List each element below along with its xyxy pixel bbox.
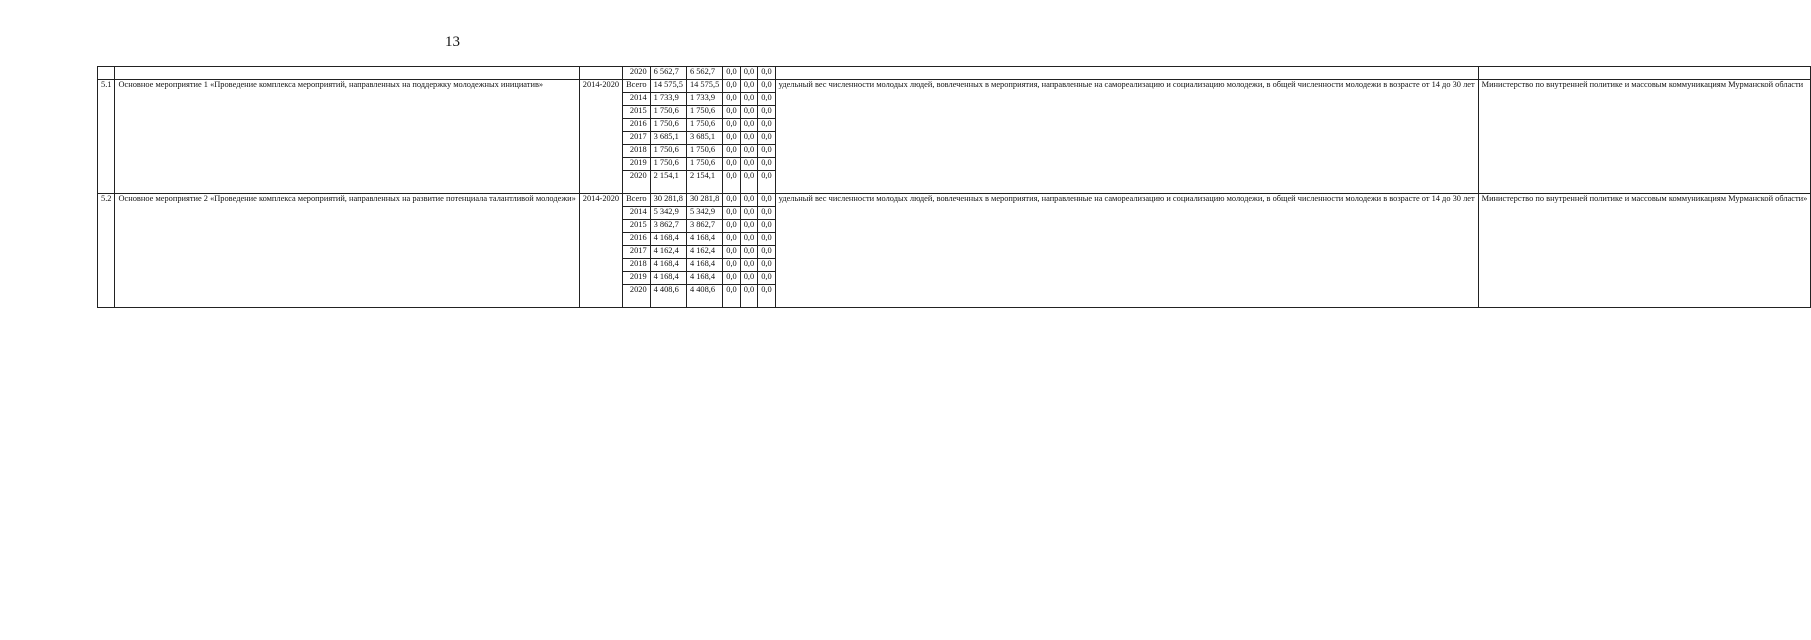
- section-number: 5.1: [98, 80, 115, 194]
- executor-text: Министерство по внутренней политике и массовым коммуникациям Мурманской области»: [1478, 194, 1811, 308]
- value-cell: 1 750,6: [650, 106, 686, 119]
- value-cell: 4 168,4: [650, 259, 686, 272]
- value-cell: 4 162,4: [686, 246, 722, 259]
- value-cell: 0,0: [723, 171, 740, 194]
- activity-name: Основное мероприятие 1 «Проведение комплекса мероприятий, направленных на поддержку молодежных инициатив»: [115, 80, 579, 194]
- value-cell: 4 168,4: [650, 233, 686, 246]
- year-cell: 2014: [623, 207, 651, 220]
- period-cell: [579, 67, 622, 80]
- value-cell: 3 685,1: [650, 132, 686, 145]
- value-cell: 0,0: [723, 220, 740, 233]
- value-cell: 1 750,6: [650, 158, 686, 171]
- value-cell: 0,0: [758, 194, 775, 207]
- program-table: [97, 66, 1811, 308]
- table-row: [98, 194, 1811, 207]
- value-cell: 0,0: [758, 80, 775, 93]
- indicator-text: удельный вес численности молодых людей, вовлеченных в мероприятия, направленные на самореализацию и социализацию молодежи, в общей численности молодежи в возрасте от 14 до 30 лет: [775, 80, 1478, 194]
- value-cell: 0,0: [723, 145, 740, 158]
- value-cell: 0,0: [740, 132, 757, 145]
- period: 2014-2020: [579, 194, 622, 308]
- year-cell: 2017: [623, 246, 651, 259]
- value-cell: 0,0: [758, 145, 775, 158]
- value-cell: 0,0: [723, 67, 740, 80]
- year-cell: 2019: [623, 272, 651, 285]
- period: 2014-2020: [579, 80, 622, 194]
- value-cell: 0,0: [723, 80, 740, 93]
- value-cell: 0,0: [740, 220, 757, 233]
- value-cell: 1 750,6: [686, 106, 722, 119]
- year-cell: 2020: [623, 285, 651, 308]
- year-cell: Всего: [623, 80, 651, 93]
- year-cell: 2020: [623, 171, 651, 194]
- value-cell: 14 575,5: [650, 80, 686, 93]
- value-cell: 4 408,6: [650, 285, 686, 308]
- value-cell: 1 750,6: [650, 145, 686, 158]
- name-cell: [115, 67, 579, 80]
- executor-cell: [1478, 67, 1811, 80]
- page-number: 13: [445, 34, 460, 50]
- value-cell: 2 154,1: [650, 171, 686, 194]
- num-cell: [98, 67, 115, 80]
- value-cell: 5 342,9: [686, 207, 722, 220]
- value-cell: 0,0: [740, 285, 757, 308]
- value-cell: 4 168,4: [686, 259, 722, 272]
- value-cell: 0,0: [740, 207, 757, 220]
- value-cell: 1 750,6: [686, 119, 722, 132]
- value-cell: 0,0: [758, 246, 775, 259]
- year-cell: 2019: [623, 158, 651, 171]
- year-cell: 2016: [623, 233, 651, 246]
- value-cell: 0,0: [740, 93, 757, 106]
- value-cell: 0,0: [758, 67, 775, 80]
- value-cell: 0,0: [740, 171, 757, 194]
- executor-text: Министерство по внутренней политике и массовым коммуникациям Мурманской области: [1478, 80, 1811, 194]
- value-cell: 0,0: [740, 233, 757, 246]
- table-row: [98, 80, 1811, 93]
- value-cell: 0,0: [723, 233, 740, 246]
- value-cell: 0,0: [740, 67, 757, 80]
- value-cell: 6 562,7: [650, 67, 686, 80]
- year-cell: 2018: [623, 145, 651, 158]
- value-cell: 0,0: [740, 259, 757, 272]
- value-cell: 14 575,5: [686, 80, 722, 93]
- value-cell: 0,0: [758, 132, 775, 145]
- value-cell: 3 862,7: [686, 220, 722, 233]
- year-cell: 2015: [623, 106, 651, 119]
- value-cell: 0,0: [740, 246, 757, 259]
- value-cell: 1 733,9: [650, 93, 686, 106]
- value-cell: 1 750,6: [650, 119, 686, 132]
- value-cell: 0,0: [758, 106, 775, 119]
- value-cell: 0,0: [740, 272, 757, 285]
- value-cell: 0,0: [758, 285, 775, 308]
- value-cell: 0,0: [740, 106, 757, 119]
- value-cell: 0,0: [758, 220, 775, 233]
- value-cell: 4 168,4: [686, 272, 722, 285]
- value-cell: 0,0: [723, 259, 740, 272]
- value-cell: 30 281,8: [650, 194, 686, 207]
- value-cell: 0,0: [758, 259, 775, 272]
- value-cell: 0,0: [723, 246, 740, 259]
- value-cell: 4 168,4: [686, 233, 722, 246]
- value-cell: 4 408,6: [686, 285, 722, 308]
- value-cell: 4 162,4: [650, 246, 686, 259]
- year-cell: 2017: [623, 132, 651, 145]
- value-cell: 1 733,9: [686, 93, 722, 106]
- year-cell: 2015: [623, 220, 651, 233]
- value-cell: 0,0: [723, 285, 740, 308]
- value-cell: 0,0: [723, 207, 740, 220]
- value-cell: 30 281,8: [686, 194, 722, 207]
- indicator-cell: [775, 67, 1478, 80]
- value-cell: 3 685,1: [686, 132, 722, 145]
- value-cell: 0,0: [758, 93, 775, 106]
- value-cell: 0,0: [758, 171, 775, 194]
- value-cell: 0,0: [723, 93, 740, 106]
- value-cell: 6 562,7: [686, 67, 722, 80]
- value-cell: 1 750,6: [686, 158, 722, 171]
- value-cell: 0,0: [758, 272, 775, 285]
- value-cell: 0,0: [740, 80, 757, 93]
- value-cell: 0,0: [723, 158, 740, 171]
- indicator-text: удельный вес численности молодых людей, вовлеченных в мероприятия, направленные на самореализацию и социализацию молодежи, в общей численности молодежи в возрасте от 14 до 30 лет: [775, 194, 1478, 308]
- value-cell: 0,0: [740, 119, 757, 132]
- value-cell: 0,0: [758, 119, 775, 132]
- year-cell: 2018: [623, 259, 651, 272]
- value-cell: 0,0: [740, 158, 757, 171]
- value-cell: 1 750,6: [686, 145, 722, 158]
- year-cell: 2014: [623, 93, 651, 106]
- value-cell: 0,0: [723, 132, 740, 145]
- value-cell: 0,0: [723, 272, 740, 285]
- year-cell: 2020: [623, 67, 651, 80]
- value-cell: 2 154,1: [686, 171, 722, 194]
- value-cell: 0,0: [740, 194, 757, 207]
- value-cell: 0,0: [758, 158, 775, 171]
- value-cell: 0,0: [758, 207, 775, 220]
- year-cell: 2016: [623, 119, 651, 132]
- value-cell: 0,0: [723, 194, 740, 207]
- value-cell: 3 862,7: [650, 220, 686, 233]
- value-cell: 4 168,4: [650, 272, 686, 285]
- value-cell: 0,0: [723, 119, 740, 132]
- year-cell: Всего: [623, 194, 651, 207]
- activity-name: Основное мероприятие 2 «Проведение комплекса мероприятий, направленных на развитие потенциала талантливой молодежи»: [115, 194, 579, 308]
- value-cell: 5 342,9: [650, 207, 686, 220]
- value-cell: 0,0: [758, 233, 775, 246]
- table-row: [98, 67, 1811, 80]
- value-cell: 0,0: [740, 145, 757, 158]
- value-cell: 0,0: [723, 106, 740, 119]
- section-number: 5.2: [98, 194, 115, 308]
